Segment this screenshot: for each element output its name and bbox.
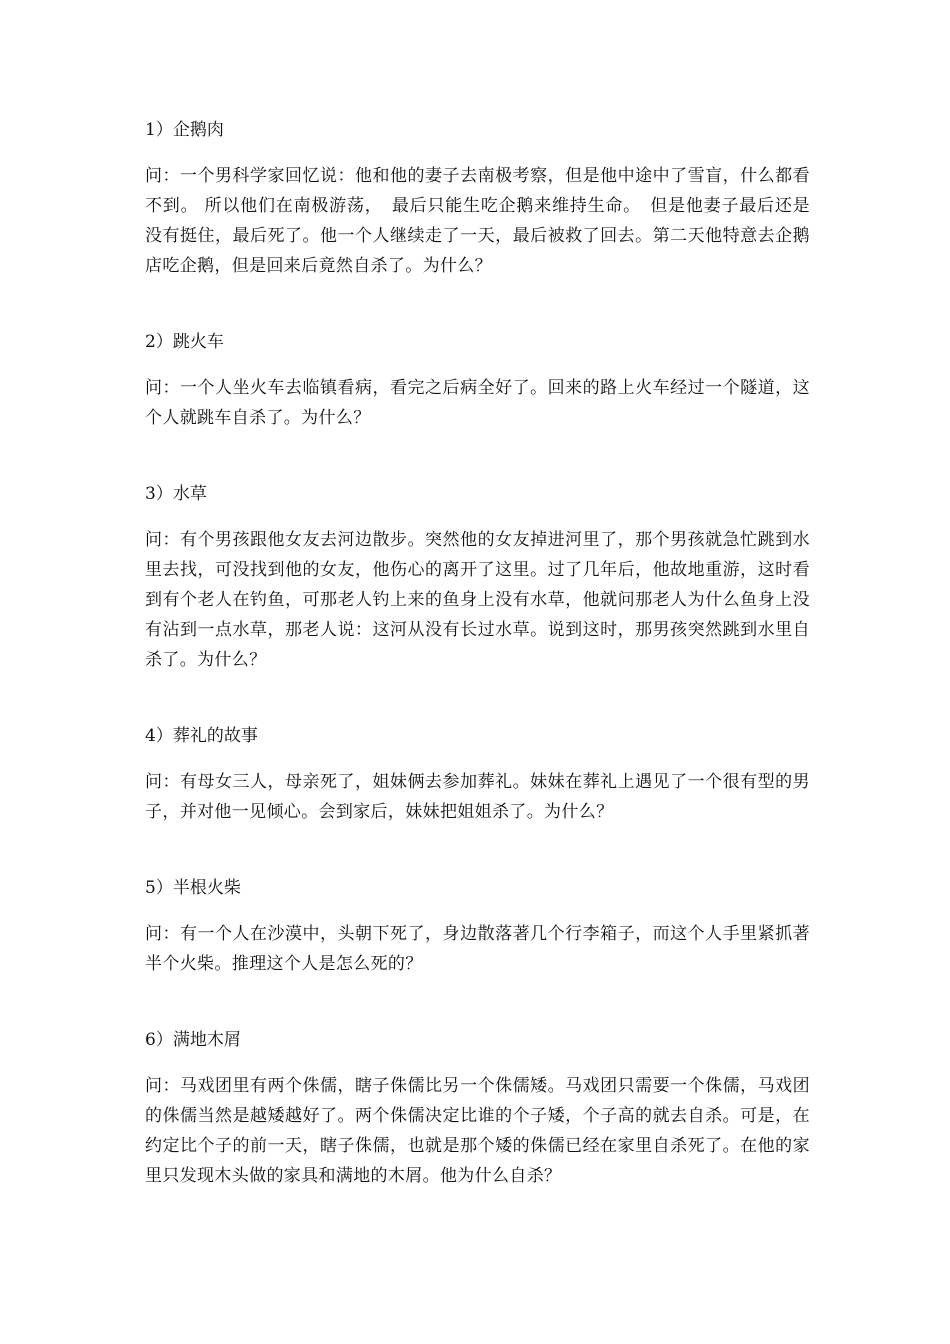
puzzle-question: 问：一个男科学家回忆说：他和他的妻子去南极考察，但是他中途中了雪盲，什么都看不到。 所以他们在南极游荡， 最后只能生吃企鹅来维持生命。 但是他妻子最后还是没有挺住，最后死了。他一个人继续走了一天，最后被救了回去。第二天他特意去企鹅店吃企鹅，但是回来后竟然自杀了。为什么？ bbox=[145, 166, 810, 276]
puzzle-title: 1）企鹅肉 bbox=[145, 120, 224, 140]
puzzle-question: 问：一个人坐火车去临镇看病，看完之后病全好了。回来的路上火车经过一个隧道，这个人就跳车自杀了。为什么？ bbox=[145, 378, 810, 428]
puzzle-section bbox=[145, 722, 810, 827]
puzzle-title: 6）满地木屑 bbox=[145, 1030, 241, 1050]
puzzle-section bbox=[145, 1026, 810, 1191]
puzzle-question: 问：有个男孩跟他女友去河边散步。突然他的女友掉进河里了，那个男孩就急忙跳到水里去找，可没找到他的女友，他伤心的离开了这里。过了几年后，他故地重游，这时看到有个老人在钓鱼，可那老人钓上来的鱼身上没有水草，他就问那老人为什么鱼身上没有沾到一点水草，那老人说：这河从没有长过水草。说到这时，那男孩突然跳到水里自杀了。为什么？ bbox=[145, 530, 810, 670]
puzzle-title: 2）跳火车 bbox=[145, 332, 224, 352]
puzzle-title: 5）半根火柴 bbox=[145, 878, 241, 898]
puzzle-section bbox=[145, 480, 810, 675]
puzzle-section bbox=[145, 116, 810, 281]
puzzle-section bbox=[145, 328, 810, 433]
puzzle-question: 问：有一个人在沙漠中，头朝下死了，身边散落著几个行李箱子，而这个人手里紧抓著半个火柴。推理这个人是怎么死的？ bbox=[145, 924, 810, 974]
puzzle-question: 问：有母女三人，母亲死了，姐妹俩去参加葬礼。妹妹在葬礼上遇见了一个很有型的男子，并对他一见倾心。会到家后，妹妹把姐姐杀了。为什么？ bbox=[145, 772, 810, 822]
puzzle-question: 问：马戏团里有两个侏儒，瞎子侏儒比另一个侏儒矮。马戏团只需要一个侏儒，马戏团的侏儒当然是越矮越好了。两个侏儒决定比谁的个子矮，个子高的就去自杀。可是，在约定比个子的前一天，瞎子侏儒，也就是那个矮的侏儒已经在家里自杀死了。在他的家里只发现木头做的家具和满地的木屑。他为什么自杀？ bbox=[145, 1076, 810, 1186]
puzzle-title: 3）水草 bbox=[145, 484, 207, 504]
puzzle-title: 4）葬礼的故事 bbox=[145, 726, 258, 746]
document-page bbox=[145, 116, 810, 1238]
puzzle-section bbox=[145, 874, 810, 979]
